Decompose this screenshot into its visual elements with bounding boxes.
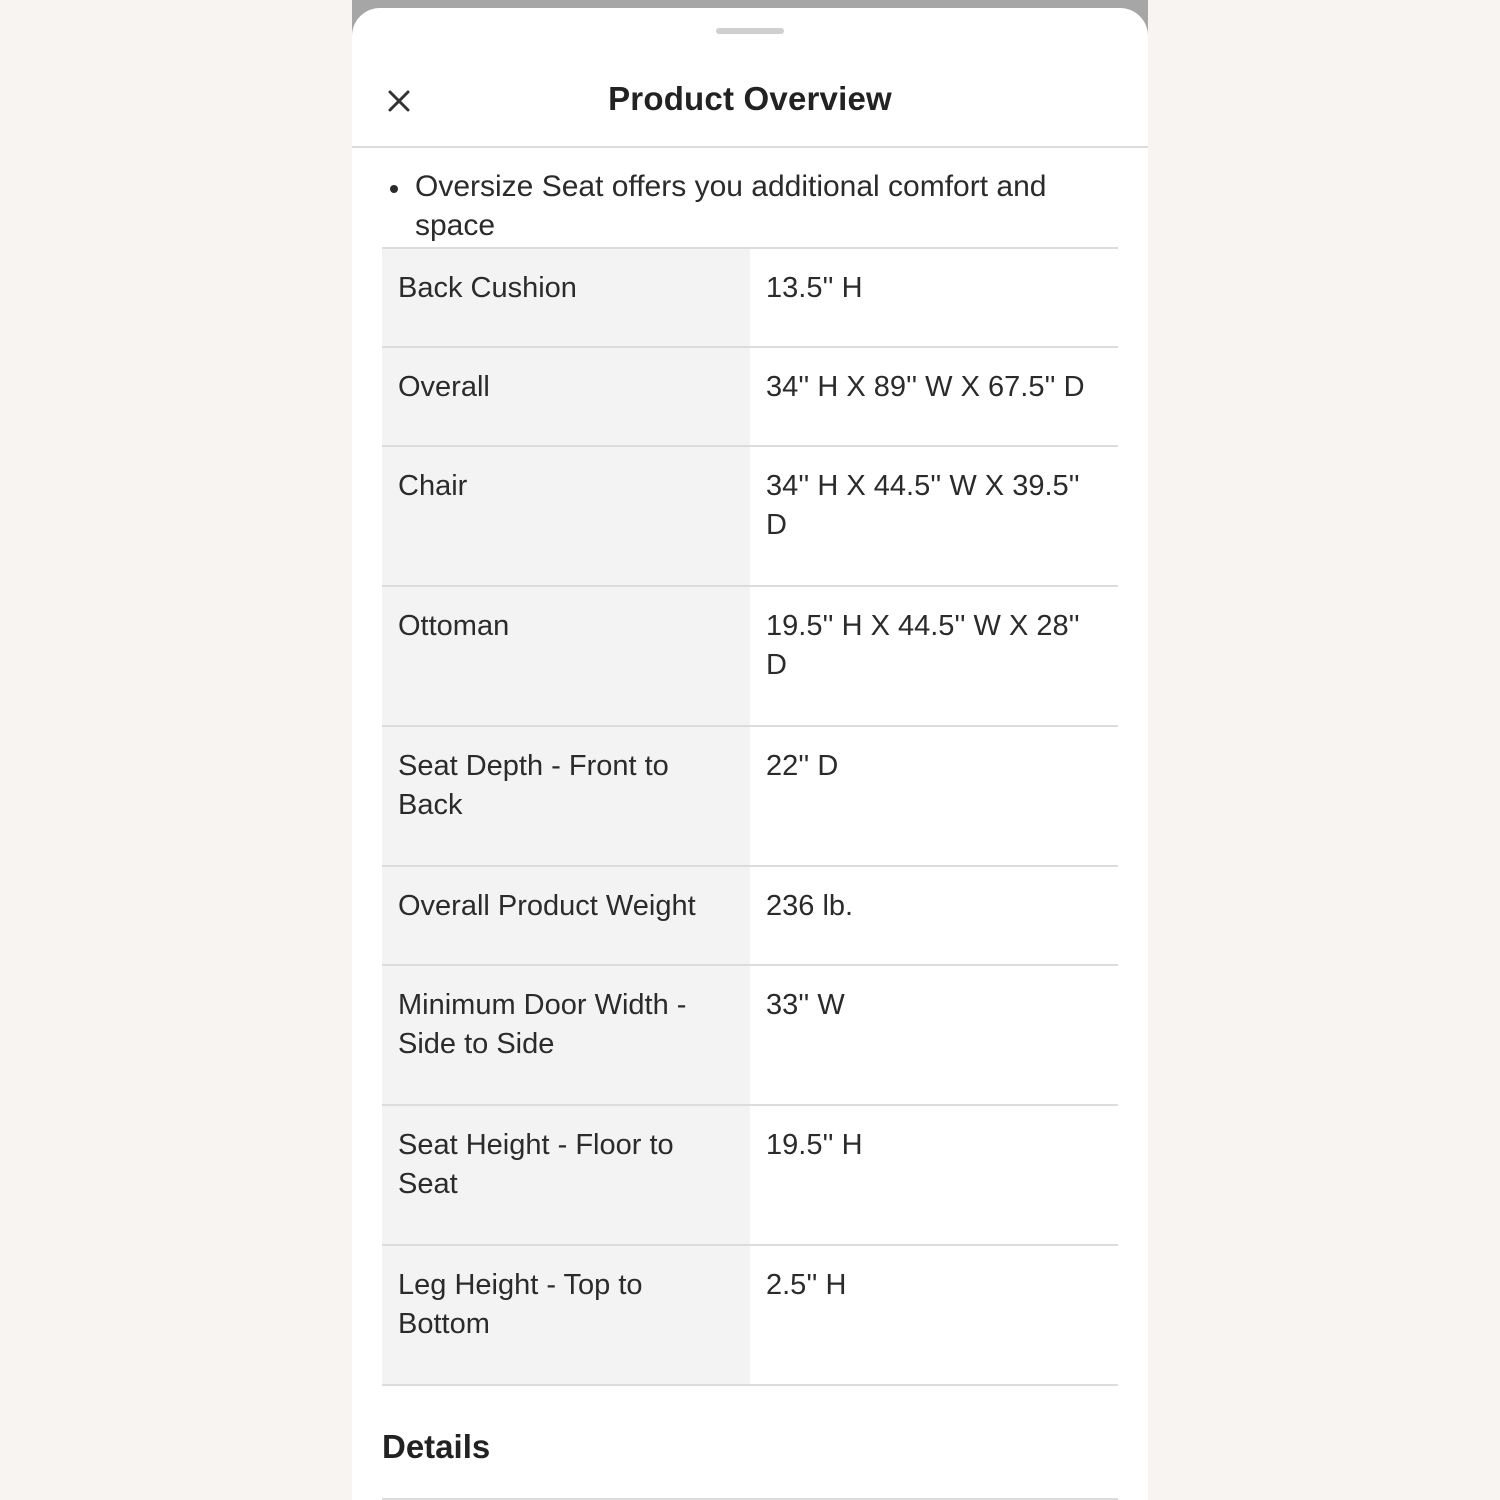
- spec-label: Seat Depth - Front to Back: [382, 726, 750, 866]
- phone-frame: [352, 0, 1148, 1500]
- spec-value: 22'' D: [750, 726, 1118, 866]
- bullet-dot-icon: [390, 185, 398, 193]
- table-row: [382, 586, 1118, 726]
- table-row: [382, 248, 1118, 347]
- feature-bullet: [382, 148, 1118, 247]
- page-title: Product Overview: [608, 80, 892, 117]
- spec-label: Seat Height - Floor to Seat: [382, 1105, 750, 1245]
- spec-label: Leg Height - Top to Bottom: [382, 1245, 750, 1385]
- spec-label: Minimum Door Width - Side to Side: [382, 965, 750, 1105]
- table-row: [382, 965, 1118, 1105]
- spec-value: 19.5'' H X 44.5'' W X 28'' D: [750, 586, 1118, 726]
- spec-label: Overall: [382, 347, 750, 446]
- feature-bullet-text: Oversize Seat offers you additional comfort and space: [415, 170, 1047, 242]
- table-row: [382, 1105, 1118, 1245]
- details-heading: Details: [382, 1428, 491, 1465]
- spec-label: Back Cushion: [382, 248, 750, 347]
- table-row: [382, 1245, 1118, 1385]
- spec-value: 33'' W: [750, 965, 1118, 1105]
- spec-value: 34'' H X 89'' W X 67.5'' D: [750, 347, 1118, 446]
- overview-content: [382, 148, 1118, 1500]
- spec-value: 34'' H X 44.5'' W X 39.5'' D: [750, 446, 1118, 586]
- table-row: [382, 866, 1118, 965]
- spec-value: 13.5'' H: [750, 248, 1118, 347]
- specifications-table: [382, 247, 1118, 1386]
- spec-label: Chair: [382, 446, 750, 586]
- spec-label: Ottoman: [382, 586, 750, 726]
- table-row: [382, 446, 1118, 586]
- spec-value: 19.5'' H: [750, 1105, 1118, 1245]
- product-overview-sheet: [352, 8, 1148, 1500]
- spec-value: 236 lb.: [750, 866, 1118, 965]
- table-row: [382, 726, 1118, 866]
- sheet-header: [352, 8, 1148, 148]
- spec-value: 2.5'' H: [750, 1245, 1118, 1385]
- table-row: [382, 347, 1118, 446]
- spec-label: Overall Product Weight: [382, 866, 750, 965]
